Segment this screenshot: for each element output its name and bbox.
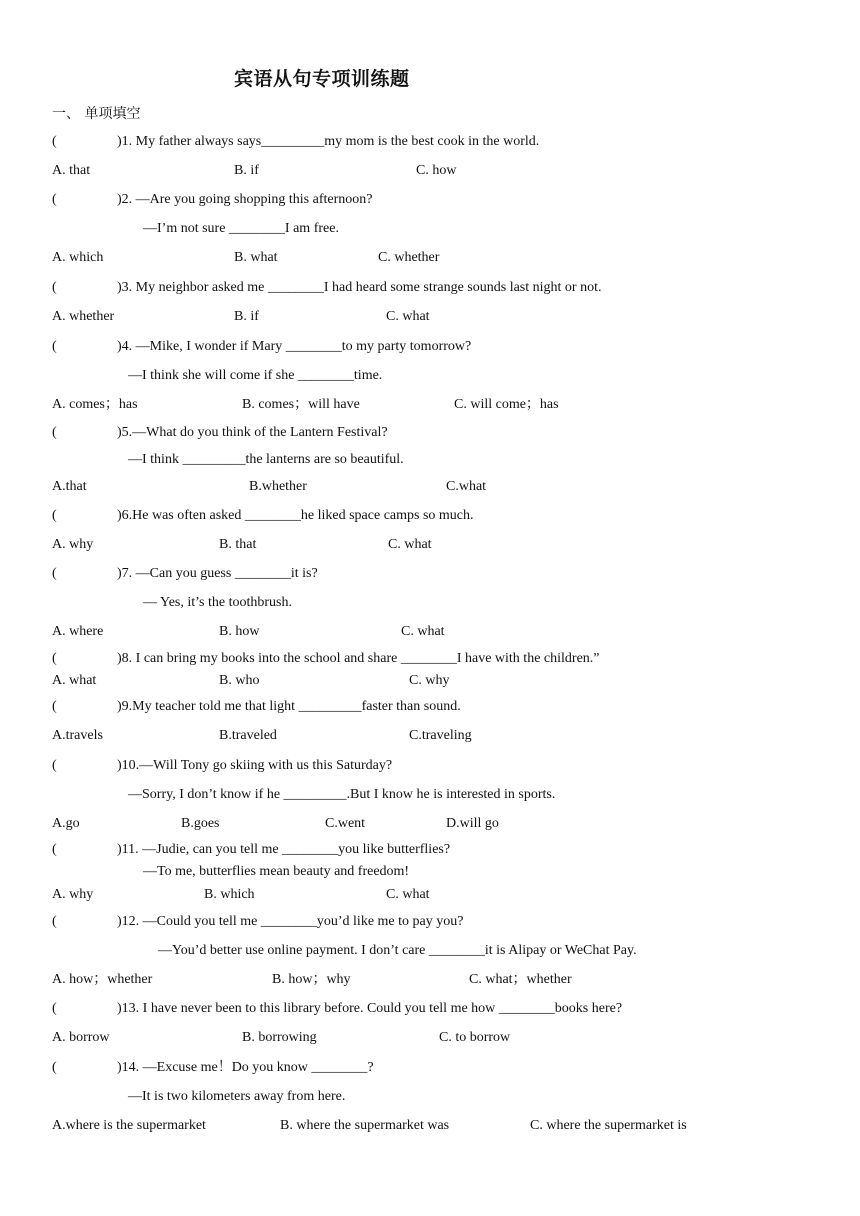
option: A. where bbox=[52, 624, 104, 639]
answer-paren: ( bbox=[52, 842, 57, 857]
question-stem: )6.He was often asked ________he liked space camps so much. bbox=[117, 508, 474, 523]
option: C. will come；has bbox=[454, 397, 559, 412]
section-heading: 一、 单项填空 bbox=[52, 106, 141, 122]
question-stem: )7. —Can you guess ________it is? bbox=[117, 566, 318, 581]
answer-paren: ( bbox=[52, 134, 57, 149]
option: A. borrow bbox=[52, 1030, 110, 1045]
option: B. where the supermarket was bbox=[280, 1118, 450, 1133]
question-reply: —You’d better use online payment. I don’t care ________it is Alipay or WeChat Pay. bbox=[158, 943, 637, 958]
question-stem: )2. —Are you going shopping this afternoon? bbox=[117, 192, 373, 207]
option: A. how；whether bbox=[52, 972, 153, 987]
option: B. what bbox=[234, 250, 278, 265]
option: C. to borrow bbox=[439, 1030, 511, 1045]
option: D.will go bbox=[446, 816, 499, 831]
answer-paren: ( bbox=[52, 651, 57, 666]
option: A. why bbox=[52, 887, 94, 902]
option: A. what bbox=[52, 673, 97, 688]
answer-paren: ( bbox=[52, 914, 57, 929]
option: C.traveling bbox=[409, 728, 472, 743]
answer-paren: ( bbox=[52, 1001, 57, 1016]
option: A. whether bbox=[52, 309, 115, 324]
option: A. that bbox=[52, 163, 91, 178]
option: C. what；whether bbox=[469, 972, 572, 987]
option: C. how bbox=[416, 163, 457, 178]
answer-paren: ( bbox=[52, 758, 57, 773]
question-stem: )12. —Could you tell me ________you’d like me to pay you? bbox=[117, 914, 464, 929]
answer-paren: ( bbox=[52, 339, 57, 354]
option: A. comes；has bbox=[52, 397, 138, 412]
option: C. what bbox=[388, 537, 432, 552]
option: C.what bbox=[446, 479, 487, 494]
question-stem: )13. I have never been to this library before. Could you tell me how ________books here? bbox=[117, 1001, 623, 1016]
option: B.goes bbox=[181, 816, 220, 831]
option: A. which bbox=[52, 250, 104, 265]
question-reply: —It is two kilometers away from here. bbox=[128, 1089, 346, 1104]
option: B. who bbox=[219, 673, 260, 688]
page-title: 宾语从句专项训练题 bbox=[234, 68, 410, 90]
option: B. comes；will have bbox=[242, 397, 360, 412]
option: B.traveled bbox=[219, 728, 277, 743]
option: C. whether bbox=[378, 250, 440, 265]
question-reply: —To me, butterflies mean beauty and freedom! bbox=[143, 864, 410, 879]
option: B. which bbox=[204, 887, 255, 902]
question-reply: —I think she will come if she ________time. bbox=[128, 368, 383, 383]
question-stem: )8. I can bring my books into the school and share ________I have with the children.” bbox=[117, 651, 600, 666]
question-stem: )1. My father always says_________my mom is the best cook in the world. bbox=[117, 134, 540, 149]
answer-paren: ( bbox=[52, 425, 57, 440]
option: C. where the supermarket is bbox=[530, 1118, 687, 1133]
option: A.go bbox=[52, 816, 80, 831]
option: C. what bbox=[386, 309, 430, 324]
option: C. what bbox=[401, 624, 445, 639]
option: B. that bbox=[219, 537, 257, 552]
option: B. how；why bbox=[272, 972, 351, 987]
question-stem: )11. —Judie, can you tell me ________you like butterflies? bbox=[117, 842, 451, 857]
option: B. if bbox=[234, 309, 259, 324]
option: C. why bbox=[409, 673, 450, 688]
option: B.whether bbox=[249, 479, 307, 494]
answer-paren: ( bbox=[52, 1060, 57, 1075]
answer-paren: ( bbox=[52, 699, 57, 714]
question-reply: — Yes, it’s the toothbrush. bbox=[143, 595, 292, 610]
option: A.travels bbox=[52, 728, 103, 743]
question-reply: —I think _________the lanterns are so beautiful. bbox=[128, 452, 404, 467]
question-reply: —Sorry, I don’t know if he _________.But I know he is interested in sports. bbox=[128, 787, 556, 802]
option: B. how bbox=[219, 624, 260, 639]
option: C.went bbox=[325, 816, 366, 831]
question-stem: )14. —Excuse me！Do you know ________? bbox=[117, 1060, 374, 1075]
option: C. what bbox=[386, 887, 430, 902]
option: A. why bbox=[52, 537, 94, 552]
answer-paren: ( bbox=[52, 508, 57, 523]
question-stem: )9.My teacher told me that light _________faster than sound. bbox=[117, 699, 461, 714]
option: A.where is the supermarket bbox=[52, 1118, 206, 1133]
question-stem: )10.—Will Tony go skiing with us this Saturday? bbox=[117, 758, 393, 773]
answer-paren: ( bbox=[52, 280, 57, 295]
question-stem: )3. My neighbor asked me ________I had heard some strange sounds last night or not. bbox=[117, 280, 602, 295]
answer-paren: ( bbox=[52, 566, 57, 581]
option: A.that bbox=[52, 479, 87, 494]
option: B. borrowing bbox=[242, 1030, 317, 1045]
question-stem: )5.—What do you think of the Lantern Festival? bbox=[117, 425, 388, 440]
question-stem: )4. —Mike, I wonder if Mary ________to my party tomorrow? bbox=[117, 339, 472, 354]
answer-paren: ( bbox=[52, 192, 57, 207]
question-reply: —I’m not sure ________I am free. bbox=[143, 221, 339, 236]
option: B. if bbox=[234, 163, 259, 178]
